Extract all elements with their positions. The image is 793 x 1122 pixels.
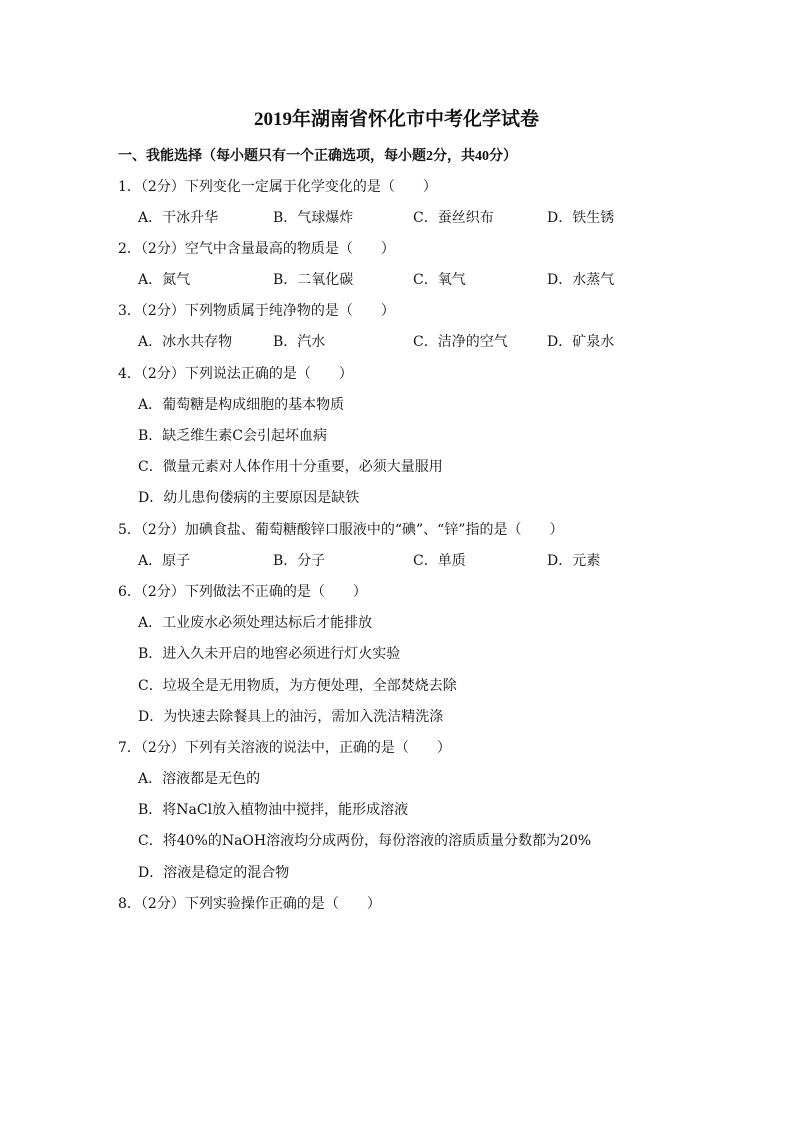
question-4-option-a: A．葡萄糖是构成细胞的基本物质 bbox=[138, 397, 345, 413]
question-6-stem: 6．（2分）下列做法不正确的是（ ） bbox=[118, 584, 367, 600]
question-4-stem: 4．（2分）下列说法正确的是（ ） bbox=[118, 366, 353, 382]
question-7-option-c: C．将40%的NaOH溶液均分成两份，每份溶液的溶质质量分数都为20% bbox=[138, 833, 592, 849]
question-3-option-b: B．汽水 bbox=[273, 334, 326, 350]
section-heading: 一、我能选择（每小题只有一个正确选项，每小题2分，共40分） bbox=[118, 149, 517, 164]
question-1-option-b: B．气球爆炸 bbox=[273, 210, 354, 226]
question-1-option-d: D．铁生锈 bbox=[547, 210, 615, 226]
question-6-option-b: B．进入久未开启的地窖必须进行灯火实验 bbox=[138, 646, 401, 662]
question-1-stem: 1．（2分）下列变化一定属于化学变化的是（ ） bbox=[118, 179, 437, 195]
question-3-stem: 3．（2分）下列物质属于纯净物的是（ ） bbox=[118, 303, 395, 319]
question-5-option-d: D．元素 bbox=[547, 553, 601, 569]
question-2-option-b: B．二氧化碳 bbox=[273, 272, 354, 288]
question-1-option-a: A．干冰升华 bbox=[138, 210, 219, 226]
question-2-option-a: A．氮气 bbox=[138, 272, 191, 288]
question-4-option-c: C．微量元素对人体作用十分重要，必须大量服用 bbox=[138, 459, 443, 475]
question-3-option-c: C．洁净的空气 bbox=[413, 334, 508, 350]
question-7-option-b: B．将NaCl放入植物油中搅拌，能形成溶液 bbox=[138, 802, 409, 818]
question-5-stem: 5．（2分）加碘食盐、葡萄糖酸锌口服液中的“碘”、“锌”指的是（ ） bbox=[118, 522, 564, 538]
question-7-option-a: A．溶液都是无色的 bbox=[138, 771, 261, 787]
question-6-option-c: C．垃圾全是无用物质，为方便处理，全部焚烧去除 bbox=[138, 678, 457, 694]
question-1-option-c: C．蚕丝织布 bbox=[413, 210, 494, 226]
question-5-option-b: B．分子 bbox=[273, 553, 326, 569]
question-3-option-a: A．冰水共存物 bbox=[138, 334, 233, 350]
question-7-stem: 7．（2分）下列有关溶液的说法中，正确的是（ ） bbox=[118, 740, 451, 756]
question-6-option-d: D．为快速去除餐具上的油污，需加入洗洁精洗涤 bbox=[138, 709, 444, 725]
question-6-option-a: A．工业废水必须处理达标后才能排放 bbox=[138, 615, 373, 631]
question-4-option-b: B．缺乏维生素C会引起坏血病 bbox=[138, 428, 327, 444]
question-3-option-d: D．矿泉水 bbox=[547, 334, 615, 350]
question-2-option-d: D．水蒸气 bbox=[547, 272, 615, 288]
question-8-stem: 8．（2分）下列实验操作正确的是（ ） bbox=[118, 896, 381, 912]
page-title: 2019年湖南省怀化市中考化学试卷 bbox=[253, 109, 539, 130]
question-4-option-d: D．幼儿患佝偻病的主要原因是缺铁 bbox=[138, 490, 360, 506]
question-7-option-d: D．溶液是稳定的混合物 bbox=[138, 865, 290, 881]
question-5-option-c: C．单质 bbox=[413, 553, 466, 569]
question-5-option-a: A．原子 bbox=[138, 553, 191, 569]
question-2-stem: 2．（2分）空气中含量最高的物质是（ ） bbox=[118, 241, 395, 257]
question-2-option-c: C．氧气 bbox=[413, 272, 466, 288]
